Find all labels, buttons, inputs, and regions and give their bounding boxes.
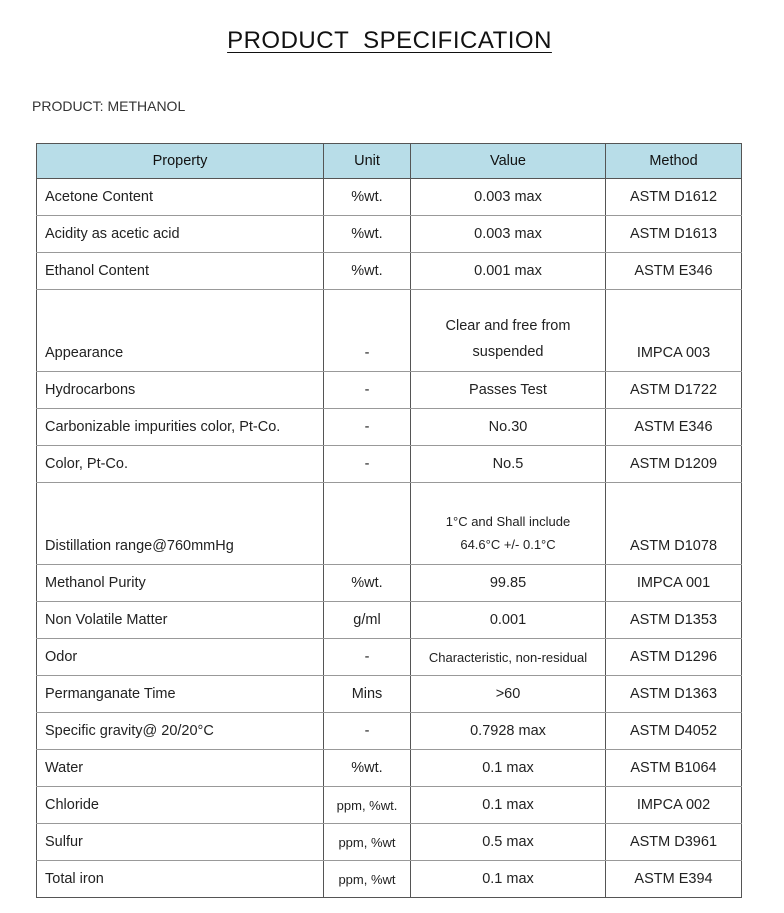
method-cell: ASTM E394 [606,861,742,898]
value-cell: 0.003 max [411,216,606,253]
property-cell: Acetone Content [37,179,324,216]
unit-cell: - [324,409,411,446]
table-row [37,639,742,676]
specification-table [36,143,742,898]
property-cell: Specific gravity@ 20/20°C [37,713,324,750]
table-row [37,787,742,824]
property-cell: Hydrocarbons [37,372,324,409]
property-cell: Chloride [37,787,324,824]
unit-cell: %wt. [324,253,411,290]
value-cell [411,483,606,565]
table-row [37,409,742,446]
method-cell: ASTM D1078 [606,483,742,565]
unit-cell: %wt. [324,179,411,216]
property-cell: Acidity as acetic acid [37,216,324,253]
table-row [37,861,742,898]
value-cell: 0.1 max [411,750,606,787]
value-cell: 0.003 max [411,179,606,216]
property-cell: Ethanol Content [37,253,324,290]
value-cell: 0.1 max [411,861,606,898]
table-header-row [37,144,742,179]
property-cell: Total iron [37,861,324,898]
unit-cell: - [324,713,411,750]
value-line-2: 64.6°C +/- 0.1°C [460,537,556,552]
value-cell [411,290,606,372]
property-cell: Appearance [37,290,324,372]
property-cell: Distillation range@760mmHg [37,483,324,565]
table-row [37,216,742,253]
unit-cell [324,483,411,565]
unit-cell: Mins [324,676,411,713]
table-row [37,253,742,290]
method-cell: ASTM D1296 [606,639,742,676]
unit-cell: ppm, %wt. [324,787,411,824]
page-title: PRODUCT SPECIFICATION [227,27,552,54]
unit-cell: g/ml [324,602,411,639]
method-cell: ASTM D1612 [606,179,742,216]
method-cell: ASTM D3961 [606,824,742,861]
unit-cell: ppm, %wt [324,861,411,898]
value-cell: 0.7928 max [411,713,606,750]
method-cell: IMPCA 002 [606,787,742,824]
method-cell: ASTM D1353 [606,602,742,639]
property-cell: Water [37,750,324,787]
table-row [37,713,742,750]
header-method: Method [606,144,742,179]
header-unit: Unit [324,144,411,179]
table-row [37,676,742,713]
value-line-2: suspended [472,344,544,360]
unit-cell: ppm, %wt [324,824,411,861]
value-cell: 0.1 max [411,787,606,824]
table-row [37,483,742,565]
property-cell: Color, Pt-Co. [37,446,324,483]
value-cell: Characteristic, non-residual [411,639,606,676]
property-cell: Permanganate Time [37,676,324,713]
method-cell: IMPCA 003 [606,290,742,372]
unit-cell: - [324,639,411,676]
value-cell: No.30 [411,409,606,446]
property-cell: Methanol Purity [37,565,324,602]
method-cell: IMPCA 001 [606,565,742,602]
value-cell: 0.001 max [411,253,606,290]
table-row [37,602,742,639]
method-cell: ASTM D1613 [606,216,742,253]
method-cell: ASTM D1363 [606,676,742,713]
value-line-1: 1°C and Shall include [445,514,571,529]
method-cell: ASTM B1064 [606,750,742,787]
value-cell: Passes Test [411,372,606,409]
unit-cell: - [324,372,411,409]
header-value: Value [411,144,606,179]
method-cell: ASTM E346 [606,253,742,290]
property-cell: Non Volatile Matter [37,602,324,639]
unit-cell: %wt. [324,565,411,602]
table-row [37,446,742,483]
value-cell: 0.001 [411,602,606,639]
property-cell: Odor [37,639,324,676]
unit-cell: %wt. [324,216,411,253]
method-cell: ASTM E346 [606,409,742,446]
table-row [37,824,742,861]
method-cell: ASTM D1209 [606,446,742,483]
unit-cell: %wt. [324,750,411,787]
value-line-1: Clear and free from [445,318,571,334]
unit-cell: - [324,290,411,372]
property-cell: Carbonizable impurities color, Pt-Co. [37,409,324,446]
method-cell: ASTM D4052 [606,713,742,750]
table-row [37,565,742,602]
value-cell: 0.5 max [411,824,606,861]
value-cell: >60 [411,676,606,713]
table-row [37,179,742,216]
unit-cell: - [324,446,411,483]
table-row [37,290,742,372]
value-cell: 99.85 [411,565,606,602]
value-cell: No.5 [411,446,606,483]
table-row [37,372,742,409]
product-name: PRODUCT: METHANOL [32,98,186,114]
table-row [37,750,742,787]
method-cell: ASTM D1722 [606,372,742,409]
header-property: Property [37,144,324,179]
property-cell: Sulfur [37,824,324,861]
